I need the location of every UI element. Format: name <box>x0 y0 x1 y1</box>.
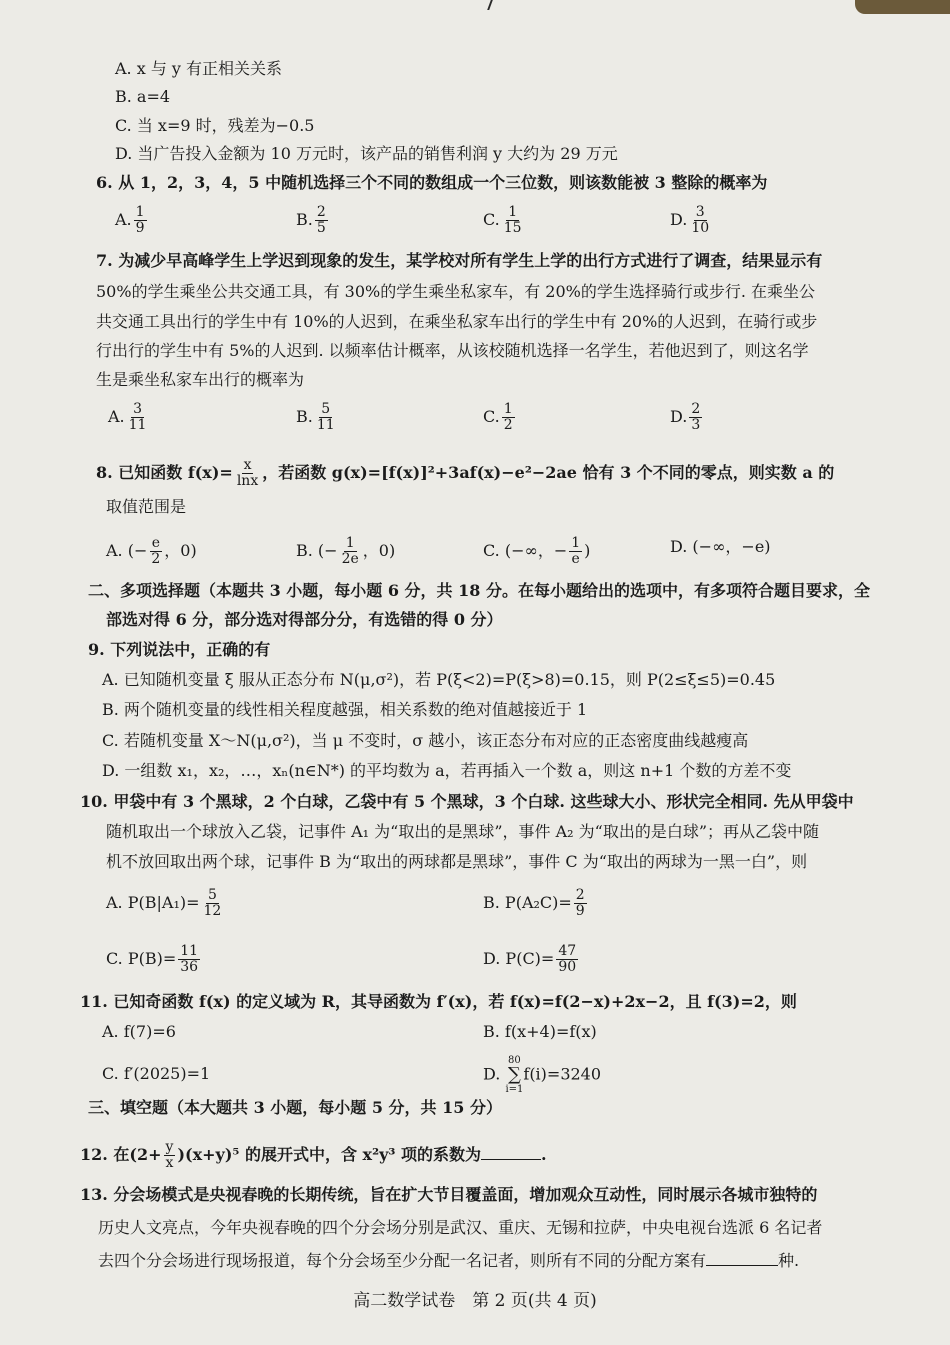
numerator: 3 <box>133 401 143 417</box>
sum-lower: i=1 <box>505 1084 524 1095</box>
section2-title-line1: 二、多项选择题（本题共 3 小题，每小题 6 分，共 18 分。在每小题给出的选项中，有多项符合题目要求，全 <box>88 581 870 600</box>
numerator: 11 <box>180 943 199 959</box>
fraction <box>127 402 149 433</box>
q12-line <box>80 1140 547 1171</box>
q11-option-b: B. f(x+4)=f(x) <box>483 1022 597 1041</box>
q5-option-a: A. x 与 y 有正相关关系 <box>115 59 283 78</box>
option-pre: A. (− <box>106 541 148 560</box>
q7-line5: 生是乘坐私家车出行的概率为 <box>96 370 305 389</box>
q7-option-c <box>483 402 517 433</box>
sum-body: f(i)=3240 <box>523 1064 602 1084</box>
numerator: 1 <box>503 401 513 417</box>
q12-end: . <box>540 1145 547 1164</box>
q8-line2: 取值范围是 <box>106 497 187 516</box>
q5-option-b: B. a=4 <box>115 87 171 106</box>
q8-pre: 8. 已知函数 f(x)= <box>96 463 233 482</box>
q7-option-b <box>296 402 339 433</box>
q13-text: 去四个分会场进行现场报道，每个分会场至少分配一名记者，则所有不同的分配方案有 <box>98 1251 707 1270</box>
q9-option-a: A. 已知随机变量 ξ 服从正态分布 N(μ,σ²)，若 P(ξ<2)=P(ξ>8)=0.15，则 P(2≤ξ≤5)=0.45 <box>102 670 776 689</box>
q8-line1 <box>96 458 834 489</box>
numerator: 3 <box>695 204 705 220</box>
fraction <box>235 458 260 489</box>
option-label: D. <box>483 1064 501 1084</box>
numerator: x <box>243 457 252 473</box>
q8-option-a <box>106 536 197 567</box>
denominator: x <box>165 1155 174 1171</box>
denominator: 2 <box>503 417 513 433</box>
section3-title: 三、填空题（本大题共 3 小题，每小题 5 分，共 15 分） <box>88 1098 502 1117</box>
q12-post: )(x+y)⁵ 的展开式中，含 x²y³ 项的系数为 <box>177 1145 481 1164</box>
option-pre: B. (− <box>296 541 338 560</box>
fraction <box>315 402 337 433</box>
q6-stem: 6. 从 1，2，3，4，5 中随机选择三个不同的数组成一个三位数，则该数能被 3 整除的概率为 <box>96 173 768 192</box>
q13-line2: 历史人文亮点，今年央视春晚的四个分会场分别是武汉、重庆、无锡和拉萨，中央电视台选派 6 名记者 <box>98 1218 823 1237</box>
denominator: 12 <box>203 903 222 919</box>
numerator: 1 <box>571 535 581 551</box>
top-pen-mark <box>481 0 493 10</box>
summation <box>505 1055 523 1095</box>
denominator: 9 <box>575 903 585 919</box>
numerator: e <box>151 535 160 551</box>
q8-option-d: D. (−∞，−e) <box>670 537 771 556</box>
q10-option-b <box>483 888 589 919</box>
q11-option-a: A. f(7)=6 <box>102 1022 176 1041</box>
denominator: e <box>571 551 580 567</box>
numerator: 1 <box>508 204 518 220</box>
q10-line1: 10. 甲袋中有 3 个黑球，2 个白球，乙袋中有 5 个黑球，3 个白球. 这些球大小、形状完全相同. 先从甲袋中 <box>80 792 854 811</box>
q13-end: 种. <box>778 1251 800 1270</box>
q10-line2: 随机取出一个球放入乙袋，记事件 A₁ 为“取出的是黑球”，事件 A₂ 为“取出的是白球”；再从乙袋中随 <box>106 822 820 841</box>
q10-line3: 机不放回取出两个球，记事件 B 为“取出的两球都是黑球”，事件 C 为“取出的两球为一黑一白”，则 <box>106 852 808 871</box>
option-label: B. <box>296 210 313 229</box>
numerator: 5 <box>207 887 217 903</box>
option-post: ) <box>584 541 591 560</box>
denominator: 15 <box>503 220 522 236</box>
option-pre: C. (−∞，− <box>483 541 568 560</box>
fraction <box>569 536 582 567</box>
option-label: C. <box>483 407 500 426</box>
q8-option-c <box>483 536 590 567</box>
answer-blank[interactable] <box>481 1143 541 1160</box>
option-post: ，0) <box>362 541 396 560</box>
option-pre: C. P(B)= <box>106 949 177 968</box>
q13-line3 <box>98 1249 799 1272</box>
numerator: 2 <box>316 204 326 220</box>
q10-option-c <box>106 944 202 975</box>
answer-blank[interactable] <box>706 1249 778 1266</box>
page-footer: 高二数学试卷 第 2 页(共 4 页) <box>353 1291 597 1311</box>
q9-option-c: C. 若随机变量 X～N(μ,σ²)，当 μ 不变时，σ 越小，该正态分布对应的正态密度曲线越瘦高 <box>102 731 749 750</box>
page-corner-shadow <box>855 0 950 14</box>
q6-option-b <box>296 205 330 236</box>
numerator: 2 <box>575 887 585 903</box>
q7-option-a <box>108 402 150 433</box>
denominator: 2 <box>151 551 161 567</box>
denominator: 11 <box>128 417 147 433</box>
option-label: A. <box>108 407 125 426</box>
option-label: A. <box>115 210 132 229</box>
q7-line3: 共交通工具出行的学生中有 10%的人迟到，在乘坐私家车出行的学生中有 20%的人迟到，在骑行或步 <box>96 312 818 331</box>
numerator: 1 <box>345 535 355 551</box>
denominator: 36 <box>180 959 199 975</box>
denominator: 90 <box>558 959 577 975</box>
q7-option-d <box>670 402 704 433</box>
option-label: D. <box>670 407 688 426</box>
option-label: C. <box>483 210 500 229</box>
q6-option-a <box>115 205 149 236</box>
q9-stem: 9. 下列说法中，正确的有 <box>88 640 271 659</box>
section2-title-line2: 部选对得 6 分，部分选对得部分分，有选错的得 0 分） <box>106 610 503 629</box>
fraction <box>689 205 711 236</box>
option-label: B. <box>296 407 313 426</box>
denominator: lnx <box>236 473 259 489</box>
q7-line2: 50%的学生乘坐公共交通工具，有 30%的学生乘坐私家车，有 20%的学生选择骑行或步行. 在乘坐公 <box>96 282 816 301</box>
q10-option-d <box>483 944 580 975</box>
fraction <box>502 402 515 433</box>
fraction <box>502 205 524 236</box>
numerator: 2 <box>691 401 701 417</box>
sum-upper: 80 <box>508 1055 521 1066</box>
fraction <box>202 888 224 919</box>
option-label: D. <box>670 210 688 229</box>
fraction <box>340 536 361 567</box>
q7-line4: 行出行的学生中有 5%的人迟到. 以频率估计概率，从该校随机选择一名学生，若他迟到了，则这名学 <box>96 341 809 360</box>
q6-option-c <box>483 205 526 236</box>
denominator: 11 <box>316 417 335 433</box>
fraction <box>556 944 578 975</box>
denominator: 3 <box>691 417 701 433</box>
fraction <box>134 205 147 236</box>
denominator: 9 <box>135 220 145 236</box>
q13-line1: 13. 分会场模式是央视春晚的长期传统，旨在扩大节目覆盖面，增加观众互动性，同时展示各城市独特的 <box>80 1185 818 1204</box>
denominator: 5 <box>316 220 326 236</box>
q11-option-c: C. f′(2025)=1 <box>102 1064 211 1083</box>
option-post: ，0) <box>164 541 197 560</box>
fraction <box>178 944 200 975</box>
option-pre: A. P(B|A₁)= <box>106 893 200 912</box>
q5-option-c: C. 当 x=9 时，残差为−0.5 <box>115 116 315 135</box>
q12-pre: 12. 在(2+ <box>80 1145 162 1164</box>
fraction <box>149 536 162 567</box>
q11-stem: 11. 已知奇函数 f(x) 的定义域为 R，其导函数为 f′(x)，若 f(x)=f(2−x)+2x−2，且 f(3)=2，则 <box>80 992 797 1011</box>
numerator: 47 <box>558 943 577 959</box>
sigma-symbol: ∑ <box>507 1064 521 1085</box>
q11-option-d <box>483 1055 601 1095</box>
q10-option-a <box>106 888 225 919</box>
option-pre: B. P(A₂C)= <box>483 893 572 912</box>
fraction <box>574 888 587 919</box>
q7-line1: 7. 为减少早高峰学生上学迟到现象的发生，某学校对所有学生上学的出行方式进行了调查，结果显示有 <box>96 251 823 270</box>
fraction <box>315 205 328 236</box>
q8-option-b <box>296 536 395 567</box>
q5-option-d: D. 当广告投入金额为 10 万元时，该产品的销售利润 y 大约为 29 万元 <box>115 144 618 163</box>
q6-option-d <box>670 205 713 236</box>
denominator: 10 <box>691 220 710 236</box>
fraction <box>164 1140 176 1171</box>
q9-option-b: B. 两个随机变量的线性相关程度越强，相关系数的绝对值越接近于 1 <box>102 700 588 719</box>
numerator: 1 <box>135 204 145 220</box>
q8-post: ，若函数 g(x)=[f(x)]²+3af(x)−e²−2ae 恰有 3 个不同的零点，则实数 a 的 <box>262 463 835 482</box>
fraction <box>689 402 702 433</box>
numerator: y <box>165 1139 174 1155</box>
numerator: 5 <box>321 401 331 417</box>
option-pre: D. P(C)= <box>483 949 555 968</box>
q9-option-d: D. 一组数 x₁，x₂，…，xₙ(n∈N*) 的平均数为 a，若再插入一个数 a，则这 n+1 个数的方差不变 <box>102 761 792 780</box>
denominator: 2e <box>341 551 359 567</box>
